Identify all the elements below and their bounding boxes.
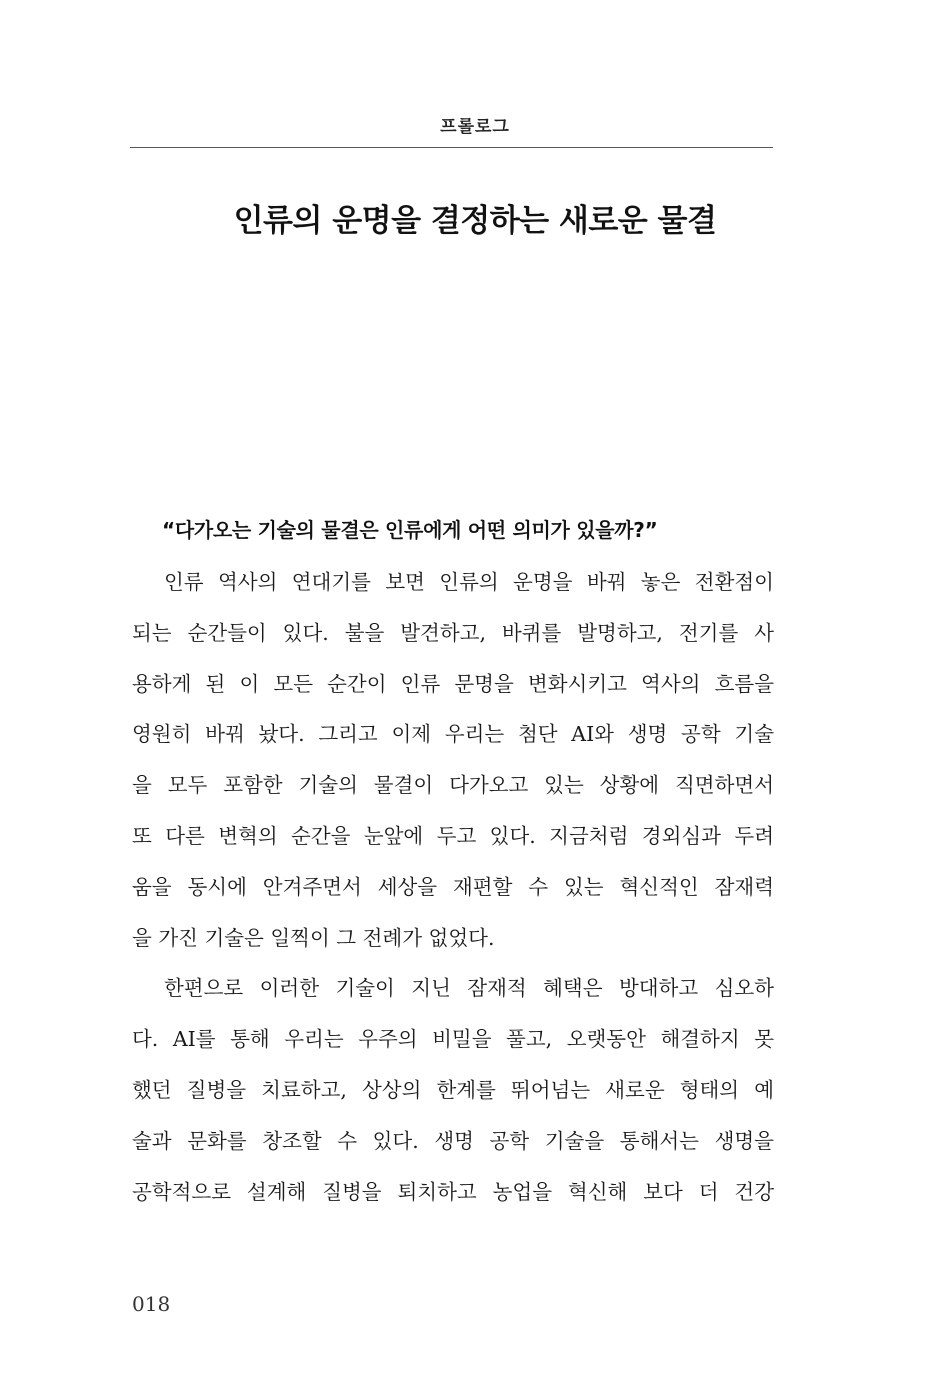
body-line: 술과 문화를 창조할 수 있다. 생명 공학 기술을 통해서는 생명을 — [132, 1128, 774, 1153]
page-number: 018 — [132, 1292, 171, 1316]
body-text — [132, 562, 774, 1222]
header-rule — [130, 147, 773, 148]
body-line: 을 가진 기술은 일찍이 그 전례가 없었다. — [132, 925, 495, 950]
body-line: 을 모두 포함한 기술의 물결이 다가오고 있는 상황에 직면하면서 — [132, 773, 774, 798]
body-line: 인류 역사의 연대기를 보면 인류의 운명을 바꿔 놓은 전환점이 — [164, 570, 774, 594]
epigraph-quote: “다가오는 기술의 물결은 인류에게 어떤 의미가 있을까?” — [162, 518, 658, 542]
body-line: 한편으로 이러한 기술이 지닌 잠재적 혜택은 방대하고 심오하 — [164, 976, 774, 1001]
body-line: 움을 동시에 안겨주면서 세상을 재편할 수 있는 혁신적인 잠재력 — [132, 874, 774, 899]
running-head: 프롤로그 — [440, 117, 510, 137]
body-line: 되는 순간들이 있다. 불을 발견하고, 바퀴를 발명하고, 전기를 사 — [132, 620, 774, 645]
body-line: 다. AI를 통해 우리는 우주의 비밀을 풀고, 오랫동안 해결하지 못 — [132, 1027, 774, 1052]
body-line: 했던 질병을 치료하고, 상상의 한계를 뛰어넘는 새로운 형태의 예 — [132, 1077, 774, 1102]
body-line: 용하게 된 이 모든 순간이 인류 문명을 변화시키고 역사의 흐름을 — [132, 671, 774, 696]
body-line: 영원히 바꿔 놨다. 그리고 이제 우리는 첨단 AI와 생명 공학 기술 — [132, 722, 774, 747]
body-line: 공학적으로 설계해 질병을 퇴치하고 농업을 혁신해 보다 더 건강 — [132, 1179, 774, 1204]
body-line: 또 다른 변혁의 순간을 눈앞에 두고 있다. 지금처럼 경외심과 두려 — [132, 823, 774, 848]
chapter-title: 인류의 운명을 결정하는 새로운 물결 — [233, 203, 717, 239]
